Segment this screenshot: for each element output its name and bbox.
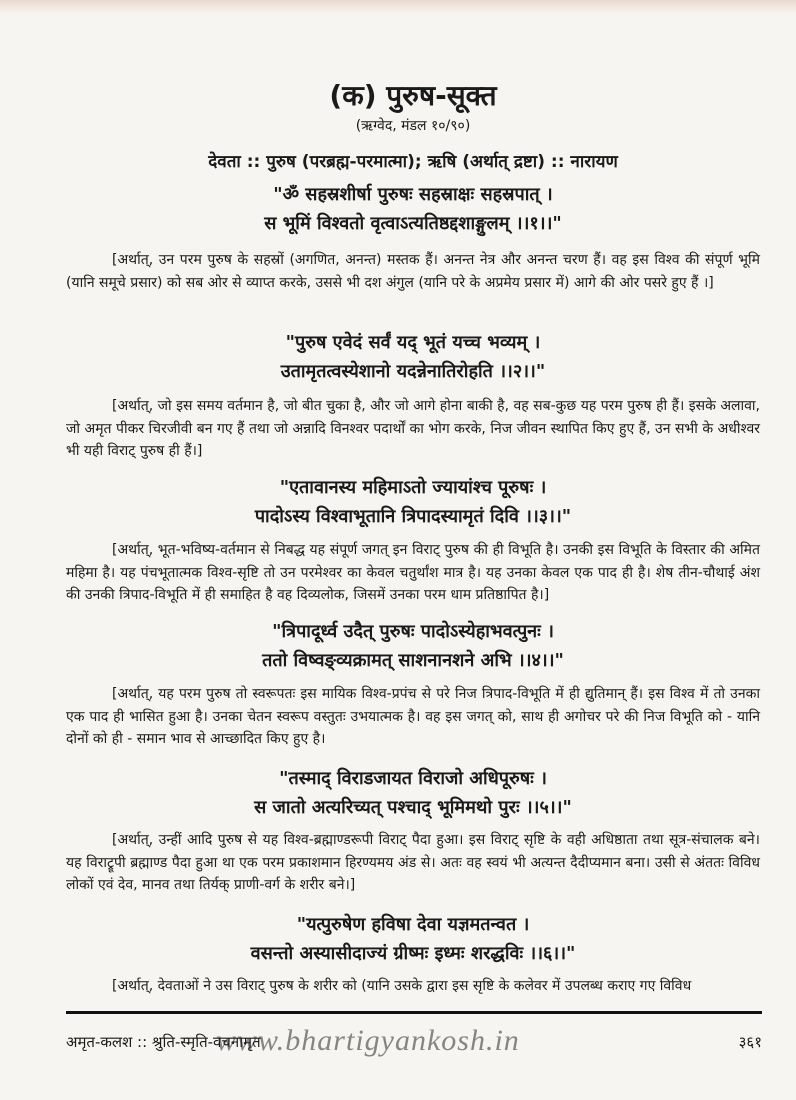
page-number: ३६१ bbox=[738, 1033, 762, 1051]
page-title: (क) पुरुष-सूक्त bbox=[329, 79, 497, 112]
meaning-5: [अर्थात्, उन्हीं आदि पुरुष से यह विश्व-ब्रह्माण्डरूपी विराट् पैदा हुआ। इस विराट् सृष्टि के वही अधिष्ठाता तथा सूत्र-संचालक बने। यह विराट्रूपी ब्रह्माण्ड पैदा हुआ था एक परम प्रकाशमान हिरण्यमय अंड से। अतः वह स्वयं भी अत्यन्त दैदीप्यमान बना। उसी से अंततः विविध लोकों एवं देव, मानव तथा तिर्यक् प्राणी-वर्ग के शरीर बने।] bbox=[66, 832, 760, 893]
verse-line: "ॐ सहस्रशीर्षा पुरुषः सहस्राक्षः सहस्रपात् । bbox=[273, 184, 553, 205]
meaning-4: [अर्थात्, यह परम पुरुष तो स्वरूपतः इस मायिक विश्व-प्रपंच से परे निज त्रिपाद-विभूति में ही द्युतिमान् हैं। इस विश्व में तो उनका एक पाद ही भासित हुआ है। उनका चेतन स्वरूप वस्तुतः उभयात्मक है। वह इस जगत् को, साथ ही अगोचर परे की निज विभूति को - यानि दोनों को ही - समान भाव से आच्छादित किए हुए है। bbox=[66, 686, 760, 747]
devata-rishi-line: देवता :: पुरुष (परब्रह्म-परमात्मा); ऋषि (अर्थात् द्रष्टा) :: नारायण bbox=[208, 152, 618, 172]
footer-divider bbox=[66, 1011, 762, 1014]
verse-1 bbox=[66, 180, 760, 238]
verse-line: स जातो अत्यरिच्यत् पश्चाद् भूमिमथो पुरः ।।५।।" bbox=[254, 797, 572, 818]
verse-5 bbox=[66, 764, 760, 822]
verse-line: "पुरुष एवेदं सर्वं यद् भूतं यच्च भव्यम् । bbox=[285, 332, 541, 353]
verse-line: पादोऽस्य विश्वाभूतानि त्रिपादस्यामृतं दिवि ।।३।।" bbox=[254, 506, 572, 527]
verse-line: "यत्पुरुषेण हविषा देवा यज्ञमतन्वत । bbox=[296, 914, 530, 935]
verse-line: "एतावानस्य महिमाऽतो ज्यायांश्च पूरुषः । bbox=[279, 477, 547, 498]
verse-line: ततो विष्वङ्व्यक्रामत् साशनानशने अभि ।।४।।" bbox=[262, 650, 564, 671]
page-top-edge bbox=[0, 0, 796, 14]
verse-line: "त्रिपादूर्ध्व उदैत् पुरुषः पादोऽस्येहाभवत्पुनः । bbox=[272, 621, 554, 642]
verse-line: उतामृतत्वस्येशानो यदन्नेनातिरोहति ।।२।।" bbox=[280, 361, 546, 382]
verse-line: वसन्तो अस्यासीदाज्यं ग्रीष्मः इध्मः शरद्धविः ।।६।।" bbox=[250, 943, 576, 964]
verse-line: "तस्माद् विराडजायत विराजो अधिपूरुषः । bbox=[279, 768, 547, 789]
watermark: www.bhartigyankosh.in bbox=[216, 1024, 520, 1057]
verse-6 bbox=[66, 910, 760, 968]
meaning-2: [अर्थात्, जो इस समय वर्तमान है, जो बीत चुका है, और जो आगे होना बाकी है, वह सब-कुछ यह परम पुरुष ही हैं। इसके अलावा, जो अमृत पीकर चिरजीवी बन गए हैं तथा जो अन्नादि विनश्वर पदार्थों का भोग करके, निज जीवन स्थापित किए हुए हैं, उन सभी के अधीश्वर भी यही विराट् पुरुष ही हैं।] bbox=[66, 398, 760, 459]
page-subtitle: (ऋग्वेद, मंडल १०/९०) bbox=[355, 118, 471, 134]
verse-line: स भूमिं विश्वतो वृत्वाऽत्यतिष्ठद्दशाङ्गुलम् ।।१।।" bbox=[264, 213, 562, 234]
meaning-1: [अर्थात्, उन परम पुरुष के सहस्रों (अगणित, अनन्त) मस्तक हैं। अनन्त नेत्र और अनन्त चरण हैं। वह इस विश्व की संपूर्ण भूमि (यानि समूचे प्रसार) को सब ओर से व्याप्त करके, उससे भी दश अंगुल (यानि परे के अप्रमेय प्रसार में) आगे की ओर पसरे हुए हैं ।] bbox=[66, 252, 760, 291]
footer-book-title: अमृत-कलश :: श्रुति-स्मृति-वचनामृत bbox=[66, 1033, 261, 1051]
meaning-6: [अर्थात्, देवताओं ने उस विराट् पुरुष के शरीर को (यानि उसके द्वारा इस सृष्टि के कलेवर में उपलब्ध कराए गए विविध bbox=[112, 978, 692, 994]
meaning-3: [अर्थात्, भूत-भविष्य-वर्तमान से निबद्ध यह संपूर्ण जगत् इन विराट् पुरुष की ही विभूति है। उनकी इस विभूति के विस्तार की अमित महिमा है। यह पंचभूतात्मक विश्व-सृष्टि तो उन परमेश्वर का केवल चतुर्थांश मात्र है। यह उनका केवल एक पाद ही है। शेष तीन-चौथाई अंश की उनकी त्रिपाद-विभूति में ही समाहित है वह दिव्यलोक, जिसमें उनका परम धाम प्रतिष्ठापित है।] bbox=[66, 542, 760, 603]
verse-4 bbox=[66, 617, 760, 675]
verse-2 bbox=[66, 328, 760, 386]
verse-3 bbox=[66, 473, 760, 531]
